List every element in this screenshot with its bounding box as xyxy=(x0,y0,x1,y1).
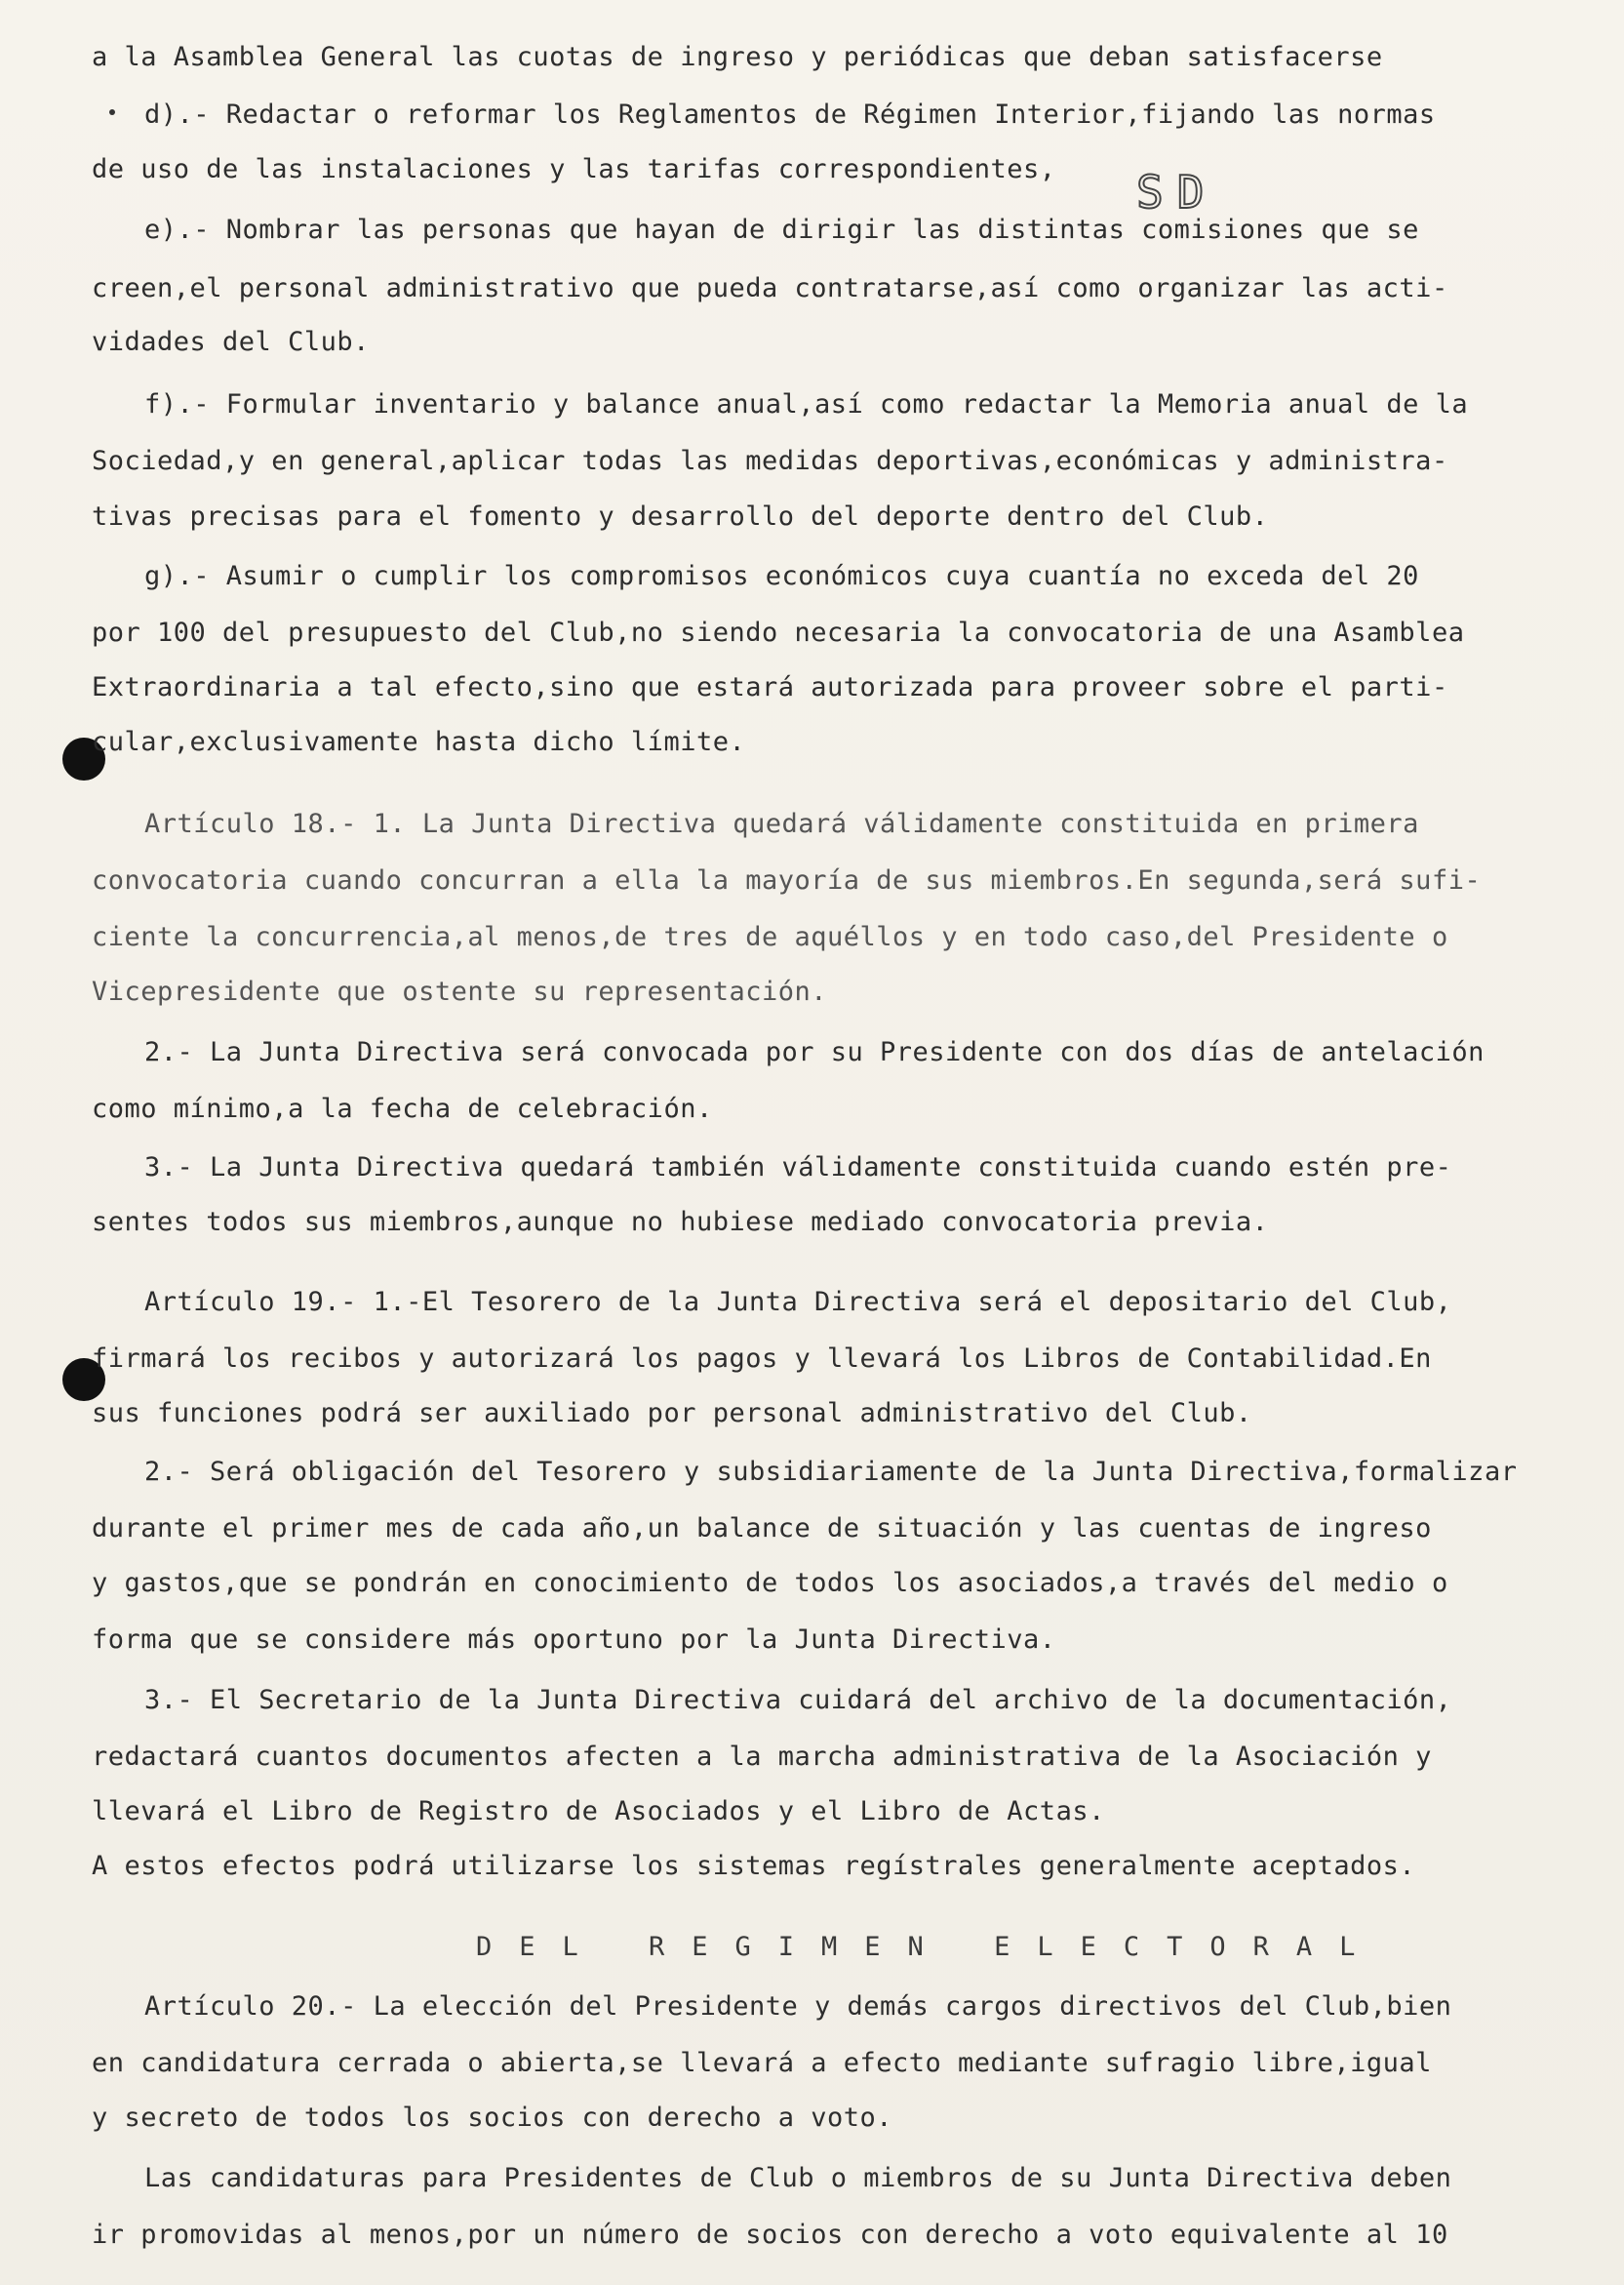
text-line: cular,exclusivamente hasta dicho límite. xyxy=(92,727,746,757)
text-line: 2.- Será obligación del Tesorero y subsidiariamente de la Junta Directiva,formalizar xyxy=(144,1457,1518,1487)
text-line: e).- Nombrar las personas que hayan de dirigir las distintas comisiones que se xyxy=(144,215,1419,245)
text-line: d).- Redactar o reformar los Reglamentos de Régimen Interior,fijando las normas xyxy=(144,100,1436,130)
text-line: 2.- La Junta Directiva será convocada por su Presidente con dos días de antelación xyxy=(144,1037,1485,1067)
text-line: sentes todos sus miembros,aunque no hubiese mediado convocatoria previa. xyxy=(92,1207,1269,1237)
text-line: tivas precisas para el fomento y desarrollo del deporte dentro del Club. xyxy=(92,501,1269,532)
text-line: llevará el Libro de Registro de Asociados y el Libro de Actas. xyxy=(92,1796,1105,1826)
text-line: Vicepresidente que ostente su representación. xyxy=(92,977,827,1007)
text-line: forma que se considere más oportuno por la Junta Directiva. xyxy=(92,1624,1056,1655)
text-line: creen,el personal administrativo que pueda contratarse,así como organizar las acti- xyxy=(92,273,1448,303)
text-line: 3.- El Secretario de la Junta Directiva cuidará del archivo de la documentación, xyxy=(144,1685,1452,1715)
text-line: de uso de las instalaciones y las tarifas correspondientes, xyxy=(92,154,1056,184)
text-line: sus funciones podrá ser auxiliado por personal administrativo del Club. xyxy=(92,1398,1252,1428)
text-line: Sociedad,y en general,aplicar todas las medidas deportivas,económicas y administra- xyxy=(92,446,1448,476)
text-line: firmará los recibos y autorizará los pagos y llevará los Libros de Contabilidad.En xyxy=(92,1343,1432,1374)
section-heading: DEL REGIMEN ELECTORAL xyxy=(476,1932,1383,1962)
text-line: ir promovidas al menos,por un número de socios con derecho a voto equivalente al 10 xyxy=(92,2220,1448,2250)
text-line: Extraordinaria a tal efecto,sino que estará autorizada para proveer sobre el parti- xyxy=(92,672,1448,702)
text-line: Artículo 18.- 1. La Junta Directiva quedará válidamente constituida en primera xyxy=(144,809,1419,839)
text-line: A estos efectos podrá utilizarse los sistemas regístrales generalmente aceptados. xyxy=(92,1851,1416,1881)
text-line: f).- Formular inventario y balance anual,así como redactar la Memoria anual de la xyxy=(144,389,1469,420)
text-line: como mínimo,a la fecha de celebración. xyxy=(92,1094,713,1124)
text-line: por 100 del presupuesto del Club,no siendo necesaria la convocatoria de una Asamblea xyxy=(92,618,1465,648)
text-line: Las candidaturas para Presidentes de Club o miembros de su Junta Directiva deben xyxy=(144,2163,1452,2193)
text-line: Artículo 20.- La elección del Presidente y demás cargos directivos del Club,bien xyxy=(144,1991,1452,2022)
text-line: y secreto de todos los socios con derecho a voto. xyxy=(92,2103,893,2133)
sd-stamp: SD xyxy=(1136,166,1218,219)
text-line: g).- Asumir o cumplir los compromisos económicos cuya cuantía no exceda del 20 xyxy=(144,561,1419,591)
text-line: y gastos,que se pondrán en conocimiento de todos los asociados,a través del medio o xyxy=(92,1568,1448,1598)
text-line: 3.- La Junta Directiva quedará también válidamente constituida cuando estén pre- xyxy=(144,1152,1452,1183)
text-line: a la Asamblea General las cuotas de ingreso y periódicas que deban satisfacerse xyxy=(92,42,1383,72)
text-line: convocatoria cuando concurran a ella la mayoría de sus miembros.En segunda,será sufi- xyxy=(92,865,1482,896)
text-line: durante el primer mes de cada año,un balance de situación y las cuentas de ingreso xyxy=(92,1513,1432,1543)
stray-dot xyxy=(109,109,115,115)
text-line: redactará cuantos documentos afecten a la marcha administrativa de la Asociación y xyxy=(92,1742,1432,1772)
text-line: ciente la concurrencia,al menos,de tres de aquéllos y en todo caso,del Presidente o xyxy=(92,922,1448,952)
text-line: Artículo 19.- 1.-El Tesorero de la Junta Directiva será el depositario del Club, xyxy=(144,1287,1452,1317)
text-line: vidades del Club. xyxy=(92,327,370,357)
text-line: en candidatura cerrada o abierta,se llevará a efecto mediante sufragio libre,igual xyxy=(92,2048,1432,2078)
